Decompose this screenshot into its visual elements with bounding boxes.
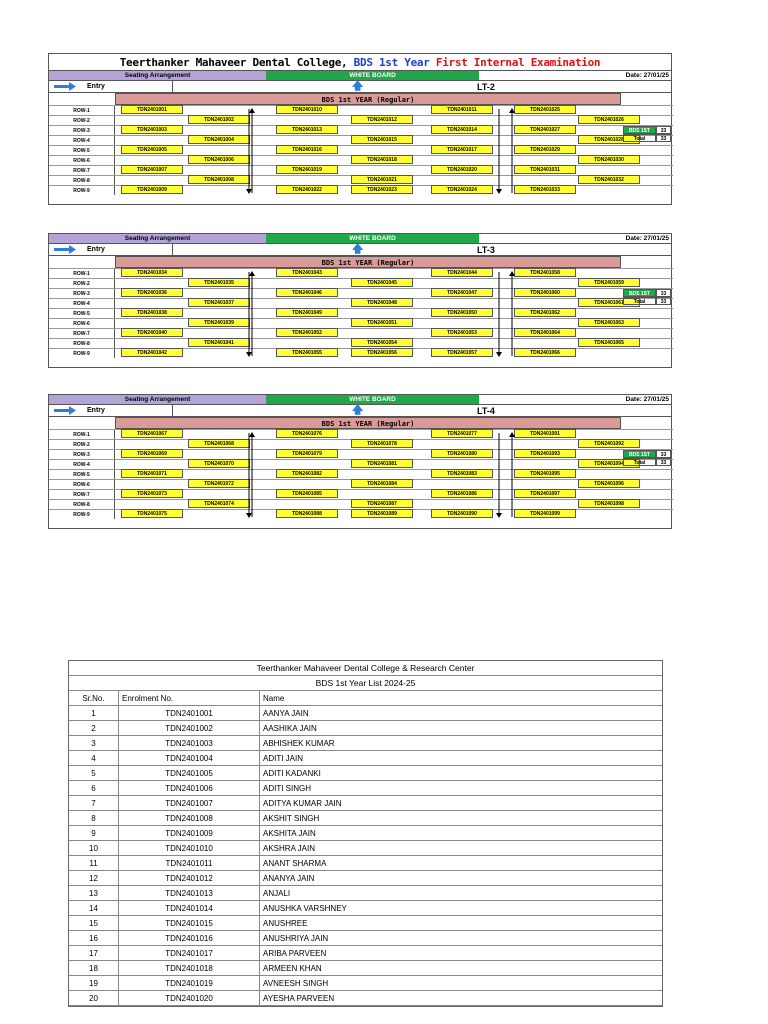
student-row xyxy=(69,946,662,961)
row-label: ROW-3 xyxy=(49,126,115,135)
entry-label: Entry xyxy=(81,405,173,416)
seat-cell: TDN2401027 xyxy=(514,125,576,134)
row-label: ROW-8 xyxy=(49,176,115,185)
student-sr: 14 xyxy=(69,901,119,915)
student-name: AANYA JAIN xyxy=(263,709,309,718)
student-row xyxy=(69,901,662,916)
row-label: ROW-2 xyxy=(49,279,115,288)
seat-cell: TDN2401003 xyxy=(121,125,183,134)
seat-cell: TDN2401063 xyxy=(578,318,640,327)
seat-cell: TDN2401098 xyxy=(578,499,640,508)
seat-cell: TDN2401094 xyxy=(578,459,640,468)
student-enrolment: TDN2401008 xyxy=(119,811,260,825)
sheet-title xyxy=(49,54,671,71)
seat-cell: TDN2401041 xyxy=(188,338,250,347)
row-label: ROW-7 xyxy=(49,490,115,499)
student-sr: 4 xyxy=(69,751,119,765)
seat-cell: TDN2401023 xyxy=(351,185,413,194)
room-name: LT-2 xyxy=(477,82,495,92)
student-name: ADITI KADANKI xyxy=(263,769,321,778)
seat-cell: TDN2401053 xyxy=(431,328,493,337)
student-row xyxy=(69,721,662,736)
seat-cell: TDN2401048 xyxy=(351,298,413,307)
title-college: Teerthanker Mahaveer Dental College, xyxy=(119,56,354,69)
row-label: ROW-8 xyxy=(49,500,115,509)
seat-cell: TDN2401066 xyxy=(514,348,576,357)
seat-cell: TDN2401075 xyxy=(121,509,183,518)
student-enrolment: TDN2401004 xyxy=(119,751,260,765)
seat-cell: TDN2401019 xyxy=(276,165,338,174)
seat-cell: TDN2401043 xyxy=(276,268,338,277)
student-sr: 9 xyxy=(69,826,119,840)
student-name: ARIBA PARVEEN xyxy=(263,949,327,958)
batch-banner: BDS 1st YEAR (Regular) xyxy=(115,256,621,268)
aisle-arrow-icon xyxy=(508,107,516,195)
student-name: ANUSHKA VARSHNEY xyxy=(263,904,347,913)
student-sr: 17 xyxy=(69,946,119,960)
student-name: ARMEEN KHAN xyxy=(263,964,322,973)
seat-cell: TDN2401070 xyxy=(188,459,250,468)
entry-label: Entry xyxy=(81,244,173,255)
student-row xyxy=(69,991,662,1006)
header-name: Name xyxy=(263,694,285,703)
row-label: ROW-9 xyxy=(49,349,115,358)
summary-total-value: 33 xyxy=(656,297,671,305)
seat-cell: TDN2401038 xyxy=(121,308,183,317)
student-row xyxy=(69,766,662,781)
student-sr: 8 xyxy=(69,811,119,825)
seat-cell: TDN2401013 xyxy=(276,125,338,134)
date-label: Date: 27/01/25 xyxy=(625,72,669,79)
student-enrolment: TDN2401020 xyxy=(119,991,260,1005)
seat-cell: TDN2401040 xyxy=(121,328,183,337)
row-label: ROW-7 xyxy=(49,329,115,338)
student-enrolment: TDN2401005 xyxy=(119,766,260,780)
seat-cell: TDN2401034 xyxy=(121,268,183,277)
student-row xyxy=(69,826,662,841)
student-row xyxy=(69,931,662,946)
seat-cell: TDN2401031 xyxy=(514,165,576,174)
summary-label: BDS 1ST xyxy=(623,126,656,134)
row-label: ROW-9 xyxy=(49,186,115,195)
seat-cell: TDN2401057 xyxy=(431,348,493,357)
seat-cell: TDN2401052 xyxy=(276,328,338,337)
student-sr: 7 xyxy=(69,796,119,810)
seat-cell: TDN2401072 xyxy=(188,479,250,488)
list-header-row xyxy=(69,691,662,706)
student-enrolment: TDN2401013 xyxy=(119,886,260,900)
row-label: ROW-6 xyxy=(49,480,115,489)
seat-cell: TDN2401092 xyxy=(578,439,640,448)
student-row xyxy=(69,796,662,811)
row-label: ROW-7 xyxy=(49,166,115,175)
seat-cell: TDN2401044 xyxy=(431,268,493,277)
entry-arrow-icon xyxy=(49,405,81,416)
date-label: Date: 27/01/25 xyxy=(625,396,669,403)
seat-cell: TDN2401024 xyxy=(431,185,493,194)
down-arrow-icon xyxy=(245,431,253,519)
student-enrolment: TDN2401016 xyxy=(119,931,260,945)
student-row xyxy=(69,841,662,856)
title-year: BDS 1st Year xyxy=(353,56,430,69)
student-name: AVNEESH SINGH xyxy=(263,979,329,988)
seat-cell: TDN2401059 xyxy=(578,278,640,287)
student-sr: 1 xyxy=(69,706,119,720)
student-enrolment: TDN2401001 xyxy=(119,706,260,720)
summary-total-value: 33 xyxy=(656,134,671,142)
seat-cell: TDN2401002 xyxy=(188,115,250,124)
student-enrolment: TDN2401014 xyxy=(119,901,260,915)
student-sr: 15 xyxy=(69,916,119,930)
seat-cell: TDN2401090 xyxy=(431,509,493,518)
student-enrolment: TDN2401011 xyxy=(119,856,260,870)
seat-cell: TDN2401078 xyxy=(351,439,413,448)
student-sr: 16 xyxy=(69,931,119,945)
batch-banner: BDS 1st YEAR (Regular) xyxy=(115,93,621,105)
student-name: AYESHA PARVEEN xyxy=(263,994,335,1003)
seat-cell: TDN2401095 xyxy=(514,469,576,478)
whiteboard-label: WHITE BOARD xyxy=(266,395,479,404)
seat-cell: TDN2401006 xyxy=(188,155,250,164)
seat-cell: TDN2401085 xyxy=(276,489,338,498)
seat-cell: TDN2401012 xyxy=(351,115,413,124)
entry-row xyxy=(49,244,671,256)
student-name: AASHIKA JAIN xyxy=(263,724,317,733)
seat-cell: TDN2401037 xyxy=(188,298,250,307)
student-sr: 11 xyxy=(69,856,119,870)
student-row xyxy=(69,976,662,991)
row-label: ROW-5 xyxy=(49,470,115,479)
seat-cell: TDN2401096 xyxy=(578,479,640,488)
student-name: AKSHIT SINGH xyxy=(263,814,320,823)
seat-cell: TDN2401071 xyxy=(121,469,183,478)
seat-cell: TDN2401060 xyxy=(514,288,576,297)
seat-cell: TDN2401097 xyxy=(514,489,576,498)
student-sr: 12 xyxy=(69,871,119,885)
seat-cell: TDN2401029 xyxy=(514,145,576,154)
entry-row xyxy=(49,405,671,417)
seat-cell: TDN2401014 xyxy=(431,125,493,134)
student-sr: 10 xyxy=(69,841,119,855)
row-label: ROW-6 xyxy=(49,319,115,328)
seat-cell: TDN2401089 xyxy=(351,509,413,518)
student-sr: 6 xyxy=(69,781,119,795)
row-label: ROW-1 xyxy=(49,430,115,439)
student-sr: 3 xyxy=(69,736,119,750)
student-enrolment: TDN2401009 xyxy=(119,826,260,840)
seat-cell: TDN2401084 xyxy=(351,479,413,488)
seat-cell: TDN2401007 xyxy=(121,165,183,174)
student-enrolment: TDN2401007 xyxy=(119,796,260,810)
seat-cell: TDN2401068 xyxy=(188,439,250,448)
student-enrolment: TDN2401006 xyxy=(119,781,260,795)
student-row xyxy=(69,811,662,826)
seat-cell: TDN2401076 xyxy=(276,429,338,438)
seat-cell: TDN2401091 xyxy=(514,429,576,438)
header-enrolment: Enrolment No. xyxy=(119,691,260,705)
student-name: ANUSHRIYA JAIN xyxy=(263,934,329,943)
student-sr: 20 xyxy=(69,991,119,1005)
summary-label: BDS 1ST xyxy=(623,450,656,458)
entry-arrow-icon xyxy=(49,81,81,92)
seat-cell: TDN2401054 xyxy=(351,338,413,347)
seat-cell: TDN2401088 xyxy=(276,509,338,518)
entry-label: Entry xyxy=(81,81,173,92)
seat-cell: TDN2401017 xyxy=(431,145,493,154)
list-subtitle: BDS 1st Year List 2024-25 xyxy=(69,676,662,691)
seat-cell: TDN2401028 xyxy=(578,135,640,144)
student-name: ADITYA KUMAR JAIN xyxy=(263,799,342,808)
seat-cell: TDN2401036 xyxy=(121,288,183,297)
seat-cell: TDN2401081 xyxy=(351,459,413,468)
seat-cell: TDN2401064 xyxy=(514,328,576,337)
seat-cell: TDN2401069 xyxy=(121,449,183,458)
seat-cell: TDN2401032 xyxy=(578,175,640,184)
batch-banner: BDS 1st YEAR (Regular) xyxy=(115,417,621,429)
summary-value: 33 xyxy=(656,289,671,297)
summary-total-label: Total xyxy=(623,297,656,305)
seat-cell: TDN2401051 xyxy=(351,318,413,327)
whiteboard-label: WHITE BOARD xyxy=(266,71,479,80)
seat-cell: TDN2401026 xyxy=(578,115,640,124)
student-name: ADITI JAIN xyxy=(263,754,304,763)
seat-cell: TDN2401021 xyxy=(351,175,413,184)
student-enrolment: TDN2401017 xyxy=(119,946,260,960)
student-row xyxy=(69,736,662,751)
seat-cell: TDN2401079 xyxy=(276,449,338,458)
student-enrolment: TDN2401003 xyxy=(119,736,260,750)
down-arrow-icon xyxy=(495,431,503,519)
seat-cell: TDN2401008 xyxy=(188,175,250,184)
student-row xyxy=(69,961,662,976)
up-arrow-icon: 🡅 xyxy=(352,80,364,92)
seat-cell: TDN2401046 xyxy=(276,288,338,297)
down-arrow-icon xyxy=(245,270,253,358)
student-row xyxy=(69,781,662,796)
seat-cell: TDN2401011 xyxy=(431,105,493,114)
summary-label: BDS 1ST xyxy=(623,289,656,297)
student-sr: 19 xyxy=(69,976,119,990)
seat-cell: TDN2401004 xyxy=(188,135,250,144)
student-name: ANUSHREE xyxy=(263,919,308,928)
row-label: ROW-5 xyxy=(49,309,115,318)
seat-cell: TDN2401030 xyxy=(578,155,640,164)
seating-label: Seating Arrangement xyxy=(49,234,266,243)
row-label: ROW-3 xyxy=(49,450,115,459)
row-label: ROW-8 xyxy=(49,339,115,348)
seat-cell: TDN2401073 xyxy=(121,489,183,498)
seat-cell: TDN2401074 xyxy=(188,499,250,508)
student-name: AKSHITA JAIN xyxy=(263,829,316,838)
title-exam: First Internal Examination xyxy=(429,56,601,69)
list-title: Teerthanker Mahaveer Dental College & Research Center xyxy=(69,661,662,676)
student-enrolment: TDN2401012 xyxy=(119,871,260,885)
student-enrolment: TDN2401010 xyxy=(119,841,260,855)
down-arrow-icon xyxy=(495,270,503,358)
entry-arrow-icon xyxy=(49,244,81,255)
row-label: ROW-1 xyxy=(49,106,115,115)
seat-cell: TDN2401077 xyxy=(431,429,493,438)
student-row xyxy=(69,916,662,931)
date-label: Date: 27/01/25 xyxy=(625,235,669,242)
row-label: ROW-4 xyxy=(49,299,115,308)
seat-cell: TDN2401016 xyxy=(276,145,338,154)
seating-label: Seating Arrangement xyxy=(49,395,266,404)
seat-cell: TDN2401099 xyxy=(514,509,576,518)
student-enrolment: TDN2401019 xyxy=(119,976,260,990)
seat-cell: TDN2401062 xyxy=(514,308,576,317)
room-name: LT-4 xyxy=(477,406,495,416)
room-name: LT-3 xyxy=(477,245,495,255)
row-label: ROW-5 xyxy=(49,146,115,155)
seating-sheet-lt-2 xyxy=(48,53,672,205)
student-sr: 2 xyxy=(69,721,119,735)
seating-sheet-lt-4 xyxy=(48,394,672,529)
seat-cell: TDN2401045 xyxy=(351,278,413,287)
aisle-arrow-icon xyxy=(508,431,516,519)
seat-cell: TDN2401087 xyxy=(351,499,413,508)
student-row xyxy=(69,751,662,766)
seat-cell: TDN2401067 xyxy=(121,429,183,438)
seat-cell: TDN2401083 xyxy=(431,469,493,478)
whiteboard-label: WHITE BOARD xyxy=(266,234,479,243)
student-row xyxy=(69,706,662,721)
down-arrow-icon xyxy=(245,107,253,195)
seat-cell: TDN2401033 xyxy=(514,185,576,194)
student-enrolment: TDN2401015 xyxy=(119,916,260,930)
seat-cell: TDN2401001 xyxy=(121,105,183,114)
seat-cell: TDN2401061 xyxy=(578,298,640,307)
student-list-table xyxy=(68,660,663,1007)
student-row xyxy=(69,871,662,886)
seat-cell: TDN2401009 xyxy=(121,185,183,194)
row-label: ROW-1 xyxy=(49,269,115,278)
seat-cell: TDN2401015 xyxy=(351,135,413,144)
summary-value: 33 xyxy=(656,126,671,134)
summary-total-label: Total xyxy=(623,458,656,466)
row-label: ROW-4 xyxy=(49,136,115,145)
seating-label: Seating Arrangement xyxy=(49,71,266,80)
seat-cell: TDN2401018 xyxy=(351,155,413,164)
seat-cell: TDN2401086 xyxy=(431,489,493,498)
student-name: ANJALI xyxy=(263,889,291,898)
seat-cell: TDN2401005 xyxy=(121,145,183,154)
seat-cell: TDN2401056 xyxy=(351,348,413,357)
seat-cell: TDN2401022 xyxy=(276,185,338,194)
student-name: ANANT SHARMA xyxy=(263,859,327,868)
student-sr: 13 xyxy=(69,886,119,900)
student-name: ANANYA JAIN xyxy=(263,874,315,883)
student-row xyxy=(69,856,662,871)
summary-value: 33 xyxy=(656,450,671,458)
student-enrolment: TDN2401018 xyxy=(119,961,260,975)
row-label: ROW-2 xyxy=(49,440,115,449)
seat-cell: TDN2401058 xyxy=(514,268,576,277)
seat-cell: TDN2401082 xyxy=(276,469,338,478)
seat-cell: TDN2401020 xyxy=(431,165,493,174)
row-label: ROW-4 xyxy=(49,460,115,469)
seat-cell: TDN2401025 xyxy=(514,105,576,114)
aisle-arrow-icon xyxy=(508,270,516,358)
seat-cell: TDN2401010 xyxy=(276,105,338,114)
row-label: ROW-9 xyxy=(49,510,115,519)
row-label: ROW-2 xyxy=(49,116,115,125)
seat-cell: TDN2401055 xyxy=(276,348,338,357)
student-name: ADITI SINGH xyxy=(263,784,312,793)
student-sr: 5 xyxy=(69,766,119,780)
seat-cell: TDN2401047 xyxy=(431,288,493,297)
seat-cell: TDN2401065 xyxy=(578,338,640,347)
up-arrow-icon: 🡅 xyxy=(352,243,364,255)
student-row xyxy=(69,886,662,901)
student-sr: 18 xyxy=(69,961,119,975)
up-arrow-icon: 🡅 xyxy=(352,404,364,416)
student-name: ABHISHEK KUMAR xyxy=(263,739,335,748)
seat-cell: TDN2401039 xyxy=(188,318,250,327)
seat-cell: TDN2401049 xyxy=(276,308,338,317)
seat-cell: TDN2401093 xyxy=(514,449,576,458)
down-arrow-icon xyxy=(495,107,503,195)
row-label: ROW-6 xyxy=(49,156,115,165)
seat-cell: TDN2401042 xyxy=(121,348,183,357)
seat-cell: TDN2401035 xyxy=(188,278,250,287)
seat-cell: TDN2401080 xyxy=(431,449,493,458)
summary-total-value: 33 xyxy=(656,458,671,466)
seat-cell: TDN2401050 xyxy=(431,308,493,317)
student-name: AKSHRA JAIN xyxy=(263,844,316,853)
header-sr: Sr.No. xyxy=(69,691,119,705)
entry-row xyxy=(49,81,671,93)
student-enrolment: TDN2401002 xyxy=(119,721,260,735)
row-label: ROW-3 xyxy=(49,289,115,298)
summary-total-label: Total xyxy=(623,134,656,142)
seating-sheet-lt-3 xyxy=(48,233,672,368)
